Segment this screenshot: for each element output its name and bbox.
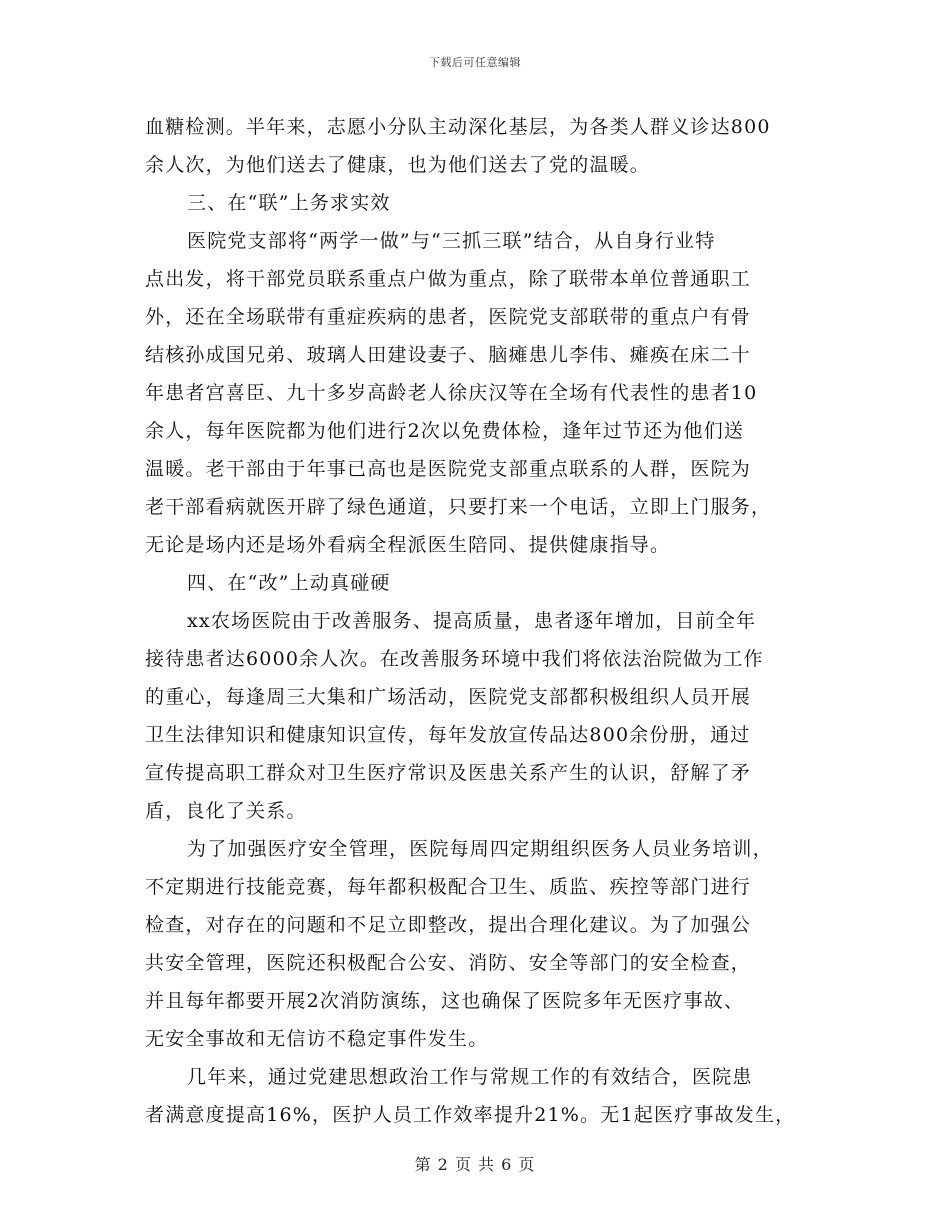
text-line: 共安全管理，医院还积极配合公安、消防、安全等部门的安全检查，	[145, 952, 752, 974]
text-line: 温暖。老干部由于年事已高也是医院党支部重点联系的人群，医院为	[145, 458, 752, 480]
text-line: 的重心，每逢周三大集和广场活动，医院党支部都积极组织人员开展	[145, 686, 752, 708]
text-line: 结核孙成国兄弟、玻璃人田建设妻子、脑瘫患儿李伟、瘫痪在床二十	[145, 344, 752, 366]
text-line: 外，还在全场联带有重症疾病的患者，医院党支部联带的重点户有骨	[145, 306, 752, 328]
section-heading: 四、在“改”上动真碰硬	[187, 572, 391, 594]
text-line: 不定期进行技能竞赛，每年都积极配合卫生、质监、疾控等部门进行	[145, 876, 752, 898]
text-line: 血糖检测。半年来，志愿小分队主动深化基层，为各类人群义诊达800	[145, 116, 771, 138]
text-line: 为了加强医疗安全管理，医院每周四定期组织医务人员业务培训，	[187, 838, 773, 860]
text-line: 卫生法律知识和健康知识宣传，每年发放宣传品达800余份册，通过	[145, 724, 751, 746]
text-line: 点出发，将干部党员联系重点户做为重点，除了联带本单位普通职工	[145, 268, 752, 290]
text-line: 检查，对存在的问题和不足立即整改，提出合理化建议。为了加强公	[145, 914, 752, 936]
section-heading: 三、在“联”上务求实效	[187, 192, 391, 214]
text-line: 宣传提高职工群众对卫生医疗常识及医患关系产生的认识，舒解了矛	[145, 762, 752, 784]
text-line: 几年来，通过党建思想政治工作与常规工作的有效结合，医院患	[187, 1066, 753, 1088]
text-line: xx农场医院由于改善服务、提高质量，患者逐年增加，目前全年	[187, 610, 757, 632]
text-line: 余人次，为他们送去了健康，也为他们送去了党的温暖。	[145, 154, 651, 176]
text-line: 者满意度提高16%，医护人员工作效率提升21%。无1起医疗事故发生，	[145, 1104, 796, 1126]
page-number-footer: 第 2 页 共 6 页	[414, 1155, 536, 1174]
text-line: 余人，每年医院都为他们进行2次以免费体检，逢年过节还为他们送	[145, 420, 745, 442]
text-line: 年患者宫喜臣、九十多岁高龄老人徐庆汉等在全场有代表性的患者10	[145, 382, 758, 404]
text-line: 老干部看病就医开辟了绿色通道，只要打来一个电话，立即上门服务，	[145, 496, 772, 518]
text-line: 接待患者达6000余人次。在改善服务环境中我们将依法治院做为工作	[145, 648, 764, 670]
text-line: 盾，良化了关系。	[145, 800, 307, 822]
text-line: 医院党支部将“两学一做”与“三抓三联”结合，从自身行业特	[187, 230, 716, 252]
text-line: 无论是场内还是场外看病全程派医生陪同、提供健康指导。	[145, 534, 671, 556]
text-line: 并且每年都要开展2次消防演练，这也确保了医院多年无医疗事故、	[145, 990, 745, 1012]
page-header: 下载后可任意编辑	[429, 56, 521, 69]
text-line: 无安全事故和无信访不稳定事件发生。	[145, 1028, 489, 1050]
document-body	[145, 108, 810, 1134]
